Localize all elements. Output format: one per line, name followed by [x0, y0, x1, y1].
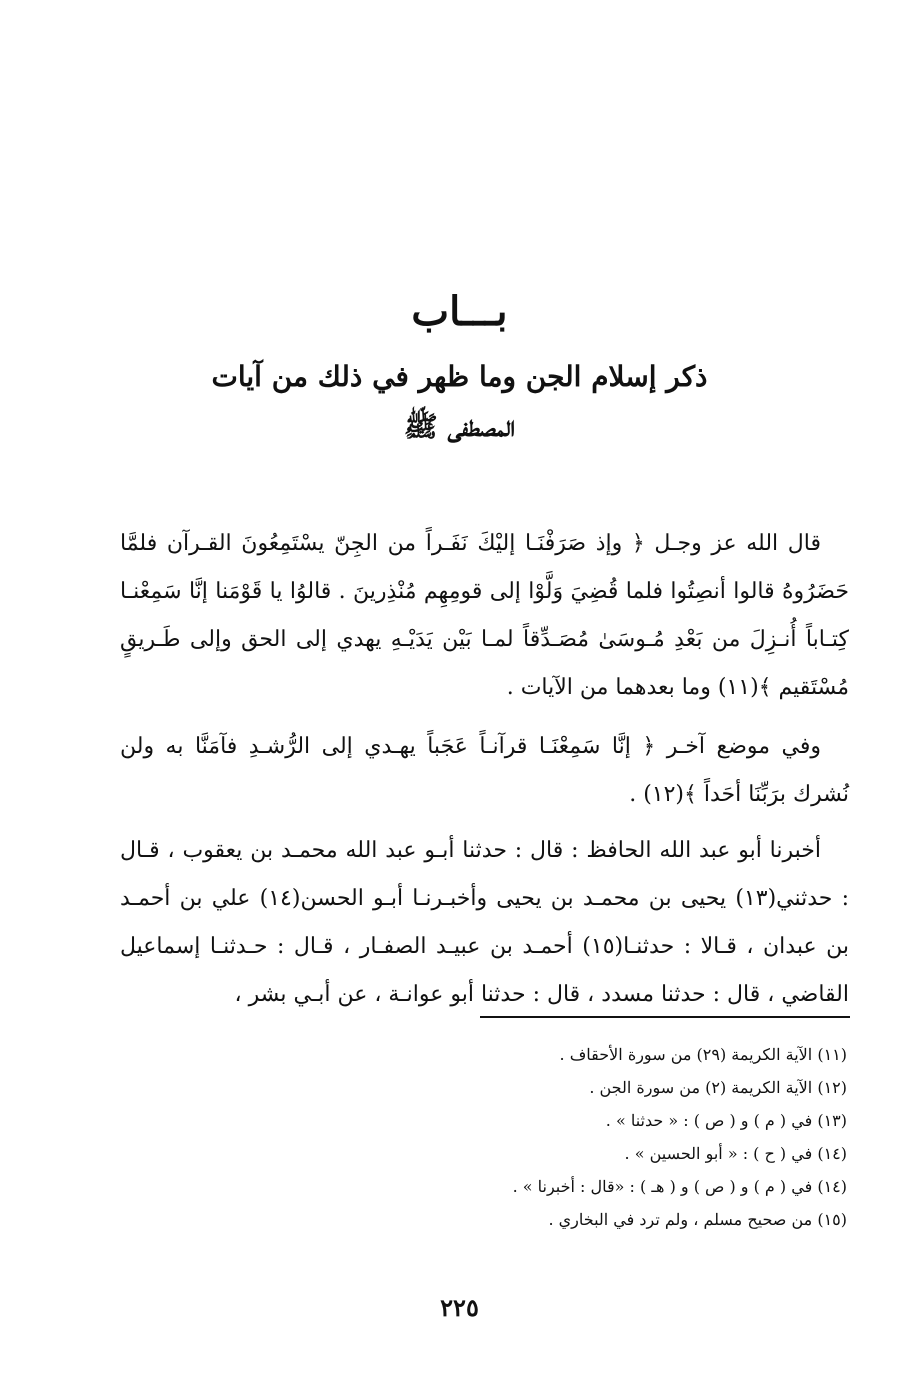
- body-paragraph-1: [120, 520, 849, 712]
- paragraph-text: قال الله عز وجـل ﴿ وإذ صَرَفْنَـا إليْكَ نَفَـراً من الجِنّ يسْتَمِعُونَ القـرآن فلمَّا حَضَرُوهُ قالوا أنصِتُوا فلما قُضِيَ وَلَّوْا إلى قومِهِم مُنْذِرينَ . قالوُا يا قَوْمَنا إنَّا سَمِعْنـا كِتـاباً أُنـزِلَ من بَعْدِ مُـوسَىٰ مُصَـدِّقاً لمـا بَيْن يَدَيْـهِ يهدي إلى الحق وإلى طَـريقٍ مُسْتَقيم ﴾(١١) وما بعدهما من الآيات .: [120, 531, 849, 700]
- paragraph-text: أخبرنا أبو عبد الله الحافظ : قال : حدثنا أبـو عبد الله محمـد بن يعقوب ، قـال : حدثني(١٣) يحيى بن محمـد بن يحيى وأخبـرنـا أبـو الحسن(١٤) علي بن أحمـد بن عبدان ، قـالا : حدثنـا(١٥) أحمـد بن عبيـد الصفـار ، قـال : حـدثنـا إسماعيل القاضي ، قال : حدثنا مسدد ، قال : حدثنا أبو عوانـة ، عن أبـي بشر ،: [120, 838, 850, 1007]
- chapter-title-line-2: المصطفى ﷺ: [403, 410, 516, 443]
- footnote-12: (١٢) الآية الكريمة (٢) من سورة الجن .: [589, 1078, 847, 1097]
- footnote-11: (١١) الآية الكريمة (٢٩) من سورة الأحقاف .: [559, 1045, 847, 1064]
- footnote-separator: [480, 1016, 850, 1018]
- chapter-heading: بـــاب: [411, 288, 508, 335]
- page-number: ٢٢٥: [440, 1293, 479, 1322]
- footnote-14b: (١٤) في ( م ) و ( ص ) و ( هـ ) : «قال : أخبرنا » .: [512, 1177, 847, 1196]
- footnote-14a: (١٤) في ( ح ) : « أبو الحسين » .: [624, 1144, 847, 1163]
- footnote-15: (١٥) من صحيح مسلم ، ولم ترد في البخاري .: [548, 1210, 847, 1229]
- body-paragraph-2: [120, 723, 849, 819]
- body-paragraph-3: [120, 827, 849, 1019]
- footnote-13: (١٣) في ( م ) و ( ص ) : « حدثنا » .: [605, 1111, 847, 1130]
- paragraph-text: وفي موضع آخـر ﴿ إنَّا سَمِعْنَـا قرآنـاً عَجَباً يهـدي إلى الرُّشـدِ فآمَنَّا به ولن نُشرك برَبِّنَا أحَداً ﴾(١٢) .: [120, 734, 849, 807]
- chapter-title-line-1: ذكر إسلام الجن وما ظهر في ذلك من آيات: [211, 360, 708, 393]
- footnotes: [300, 1038, 847, 1236]
